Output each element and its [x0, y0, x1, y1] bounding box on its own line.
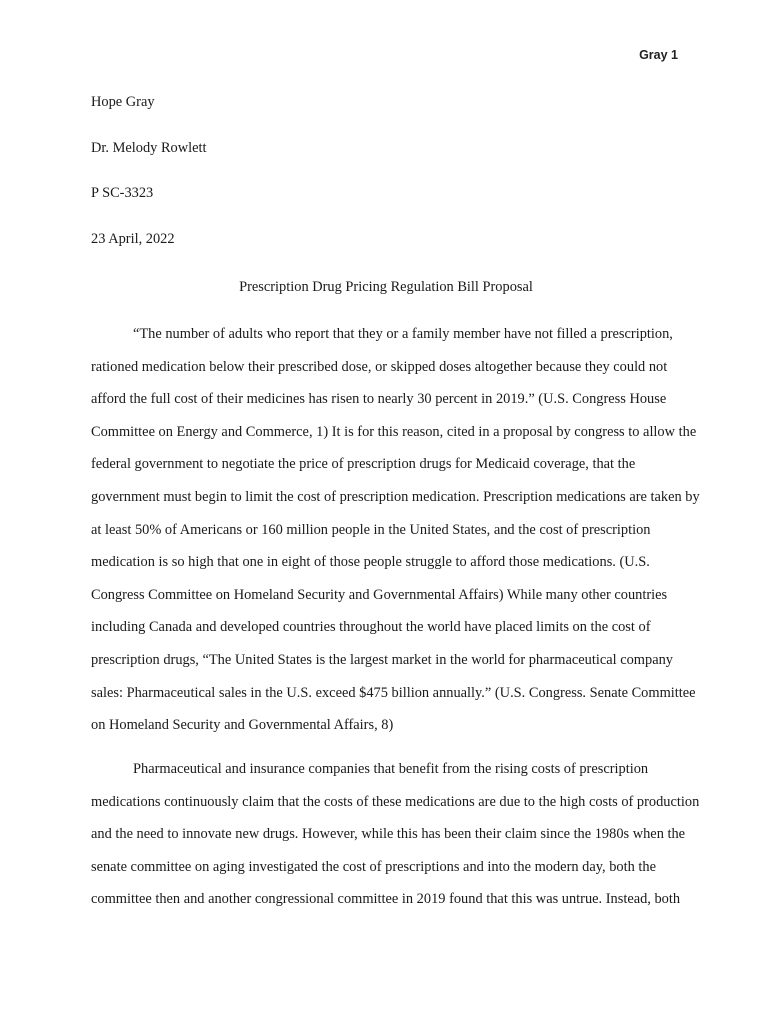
paragraph-line: committee then and another congressional committee in 2019 found that this was untrue. Instead, both — [91, 891, 681, 908]
paragraph-line: “The number of adults who report that they or a family member have not filled a prescription, — [133, 326, 673, 342]
mla-heading — [91, 91, 681, 273]
paragraph-line: medications continuously claim that the costs of these medications are due to the high costs of production — [91, 793, 700, 810]
paragraph-line: Congress Committee on Homeland Security and Governmental Affairs) While many other countries — [91, 586, 668, 603]
document-title: Prescription Drug Pricing Regulation Bill Proposal — [239, 279, 533, 295]
instructor-name: Dr. Melody Rowlett — [91, 139, 207, 156]
paragraph-line: rationed medication below their prescribed dose, or skipped doses altogether because they could not — [91, 358, 668, 375]
paragraph-line: senate committee on aging investigated the cost of prescriptions and into the modern day, both the — [91, 858, 656, 875]
paragraph-line: sales: Pharmaceutical sales in the U.S. exceed $475 billion annually.” (U.S. Congress. Senate Committee — [91, 684, 696, 701]
body-paragraph-2 — [91, 753, 700, 916]
running-head: Gray 1 — [639, 48, 678, 62]
paragraph-line: Committee on Energy and Commerce, 1) It is for this reason, cited in a proposal by congress to allow the — [91, 423, 697, 440]
paragraph-line: government must begin to limit the cost of prescription medication. Prescription medications are taken by — [91, 488, 700, 505]
body-paragraph-1 — [91, 318, 700, 742]
paragraph-line: prescription drugs, “The United States is the largest market in the world for pharmaceutical company — [91, 651, 673, 668]
author-name: Hope Gray — [91, 94, 155, 110]
paragraph-line: Pharmaceutical and insurance companies that benefit from the rising costs of prescription — [133, 761, 649, 777]
paragraph-line: on Homeland Security and Governmental Affairs, 8) — [91, 717, 394, 734]
paragraph-line: including Canada and developed countries throughout the world have placed limits on the cost of — [91, 619, 651, 636]
date-line: 23 April, 2022 — [91, 230, 175, 247]
paragraph-line: afford the full cost of their medicines has risen to nearly 30 percent in 2019.” (U.S. Congress House — [91, 391, 667, 408]
paragraph-line: medication is so high that one in eight of those people struggle to afford those medications. (U.S. — [91, 554, 650, 571]
paragraph-line: at least 50% of Americans or 160 million people in the United States, and the cost of prescription — [91, 521, 651, 538]
paragraph-line: federal government to negotiate the price of prescription drugs for Medicaid coverage, that the — [91, 456, 636, 473]
paragraph-line: and the need to innovate new drugs. However, while this has been their claim since the 1980s when the — [91, 826, 686, 843]
course-code: P SC-3323 — [91, 185, 154, 201]
